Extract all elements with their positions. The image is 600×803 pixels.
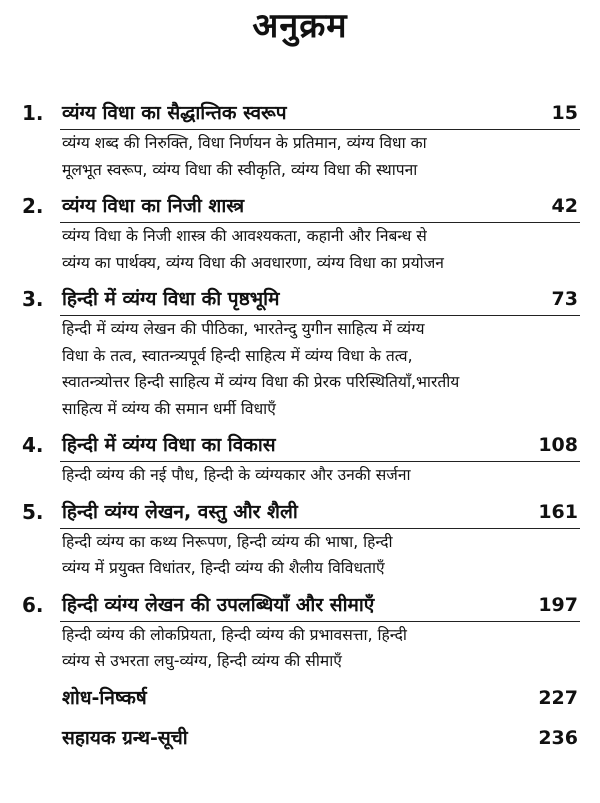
toc-entry-bibliography[interactable]	[0, 721, 600, 755]
entry-underline	[60, 528, 580, 529]
description-line: हिन्दी व्यंग्य की लोकप्रियता, हिन्दी व्यंग्य की प्रभावसत्ता, हिन्दी	[62, 625, 407, 644]
page-title: अनुक्रम	[252, 6, 348, 46]
entry-number: 3.	[22, 287, 44, 311]
toc-entry-2[interactable]	[0, 189, 600, 276]
description-line: साहित्य में व्यंग्य की समान धर्मी विधाएँ	[62, 399, 276, 418]
entry-page-number: 15	[551, 102, 578, 124]
entry-number: 2.	[22, 194, 44, 218]
description-line: हिन्दी में व्यंग्य लेखन की पीठिका, भारतेन्दु युगीन साहित्य में व्यंग्य	[62, 320, 425, 338]
entry-page-number: 236	[538, 726, 578, 749]
entry-title: व्यंग्य विधा का सैद्धान्तिक स्वरूप	[62, 102, 287, 124]
entry-page-number: 108	[538, 434, 578, 456]
toc-entry-3[interactable]	[0, 282, 600, 422]
toc-entry-conclusions[interactable]	[0, 681, 600, 715]
description-line: मूलभूत स्वरूप, व्यंग्य विधा की स्वीकृति, व्यंग्य विधा की स्थापना	[62, 160, 418, 179]
entry-page-number: 197	[538, 593, 578, 616]
entry-page-number: 42	[551, 195, 578, 217]
entry-title: हिन्दी में व्यंग्य विधा की पृष्ठभूमि	[62, 288, 280, 310]
entry-underline	[60, 315, 580, 316]
entry-description	[62, 529, 578, 582]
entry-description	[62, 223, 578, 276]
description-line: व्यंग्य में प्रयुक्त विधांतर, हिन्दी व्यंग्य की शैलीय विविधताएँ	[62, 559, 385, 577]
entry-underline	[60, 222, 580, 223]
description-line: विधा के तत्व, स्वातन्त्र्यपूर्व हिन्दी साहित्य में व्यंग्य विधा के तत्व,	[62, 346, 413, 365]
entry-number: 5.	[22, 499, 44, 524]
entry-title: सहायक ग्रन्थ-सूची	[62, 726, 188, 749]
description-line: व्यंग्य विधा के निजी शास्त्र की आवश्यकता, कहानी और निबन्ध से	[62, 227, 427, 245]
entry-title: हिन्दी व्यंग्य लेखन की उपलब्धियाँ और सीमाएँ	[62, 593, 375, 616]
entry-number: 6.	[22, 592, 44, 617]
entry-title: हिन्दी व्यंग्य लेखन, वस्तु और शैली	[62, 500, 298, 523]
entry-title: व्यंग्य विधा का निजी शास्त्र	[62, 195, 245, 217]
entry-underline	[60, 621, 580, 622]
entry-page-number: 161	[538, 500, 578, 523]
entry-page-number: 227	[538, 686, 578, 709]
description-line: हिन्दी व्यंग्य की नई पौध, हिन्दी के व्यंग्यकार और उनकी सर्जना	[62, 466, 411, 484]
toc-entry-5[interactable]	[0, 495, 600, 582]
description-line: व्यंग्य का पार्थक्य, व्यंग्य विधा की अवधारणा, व्यंग्य विधा का प्रयोजन	[62, 253, 444, 272]
entry-title: शोध-निष्कर्ष	[62, 686, 147, 709]
entry-description	[62, 462, 578, 489]
entry-description	[62, 622, 578, 675]
entry-title: हिन्दी में व्यंग्य विधा का विकास	[62, 434, 276, 456]
description-line: व्यंग्य से उभरता लघु-व्यंग्य, हिन्दी व्यंग्य की सीमाएँ	[62, 652, 342, 670]
entry-number: 4.	[22, 433, 44, 457]
entry-underline	[60, 461, 580, 462]
description-line: हिन्दी व्यंग्य का कथ्य निरूपण, हिन्दी व्यंग्य की भाषा, हिन्दी	[62, 532, 393, 551]
entry-description	[62, 316, 578, 422]
entry-underline	[60, 129, 580, 130]
toc-entry-1[interactable]	[0, 96, 600, 183]
description-line: स्वातन्त्र्योत्तर हिन्दी साहित्य में व्यंग्य विधा की प्रेरक परिस्थितियाँ,भारतीय	[62, 373, 460, 391]
toc-entry-4[interactable]	[0, 428, 600, 489]
toc-entry-6[interactable]	[0, 588, 600, 675]
description-line: व्यंग्य शब्द की निरुक्ति, विधा निर्णयन के प्रतिमान, व्यंग्य विधा का	[62, 134, 427, 152]
table-of-contents	[0, 96, 600, 761]
entry-number: 1.	[22, 101, 44, 125]
entry-description	[62, 130, 578, 183]
entry-page-number: 73	[551, 288, 578, 310]
